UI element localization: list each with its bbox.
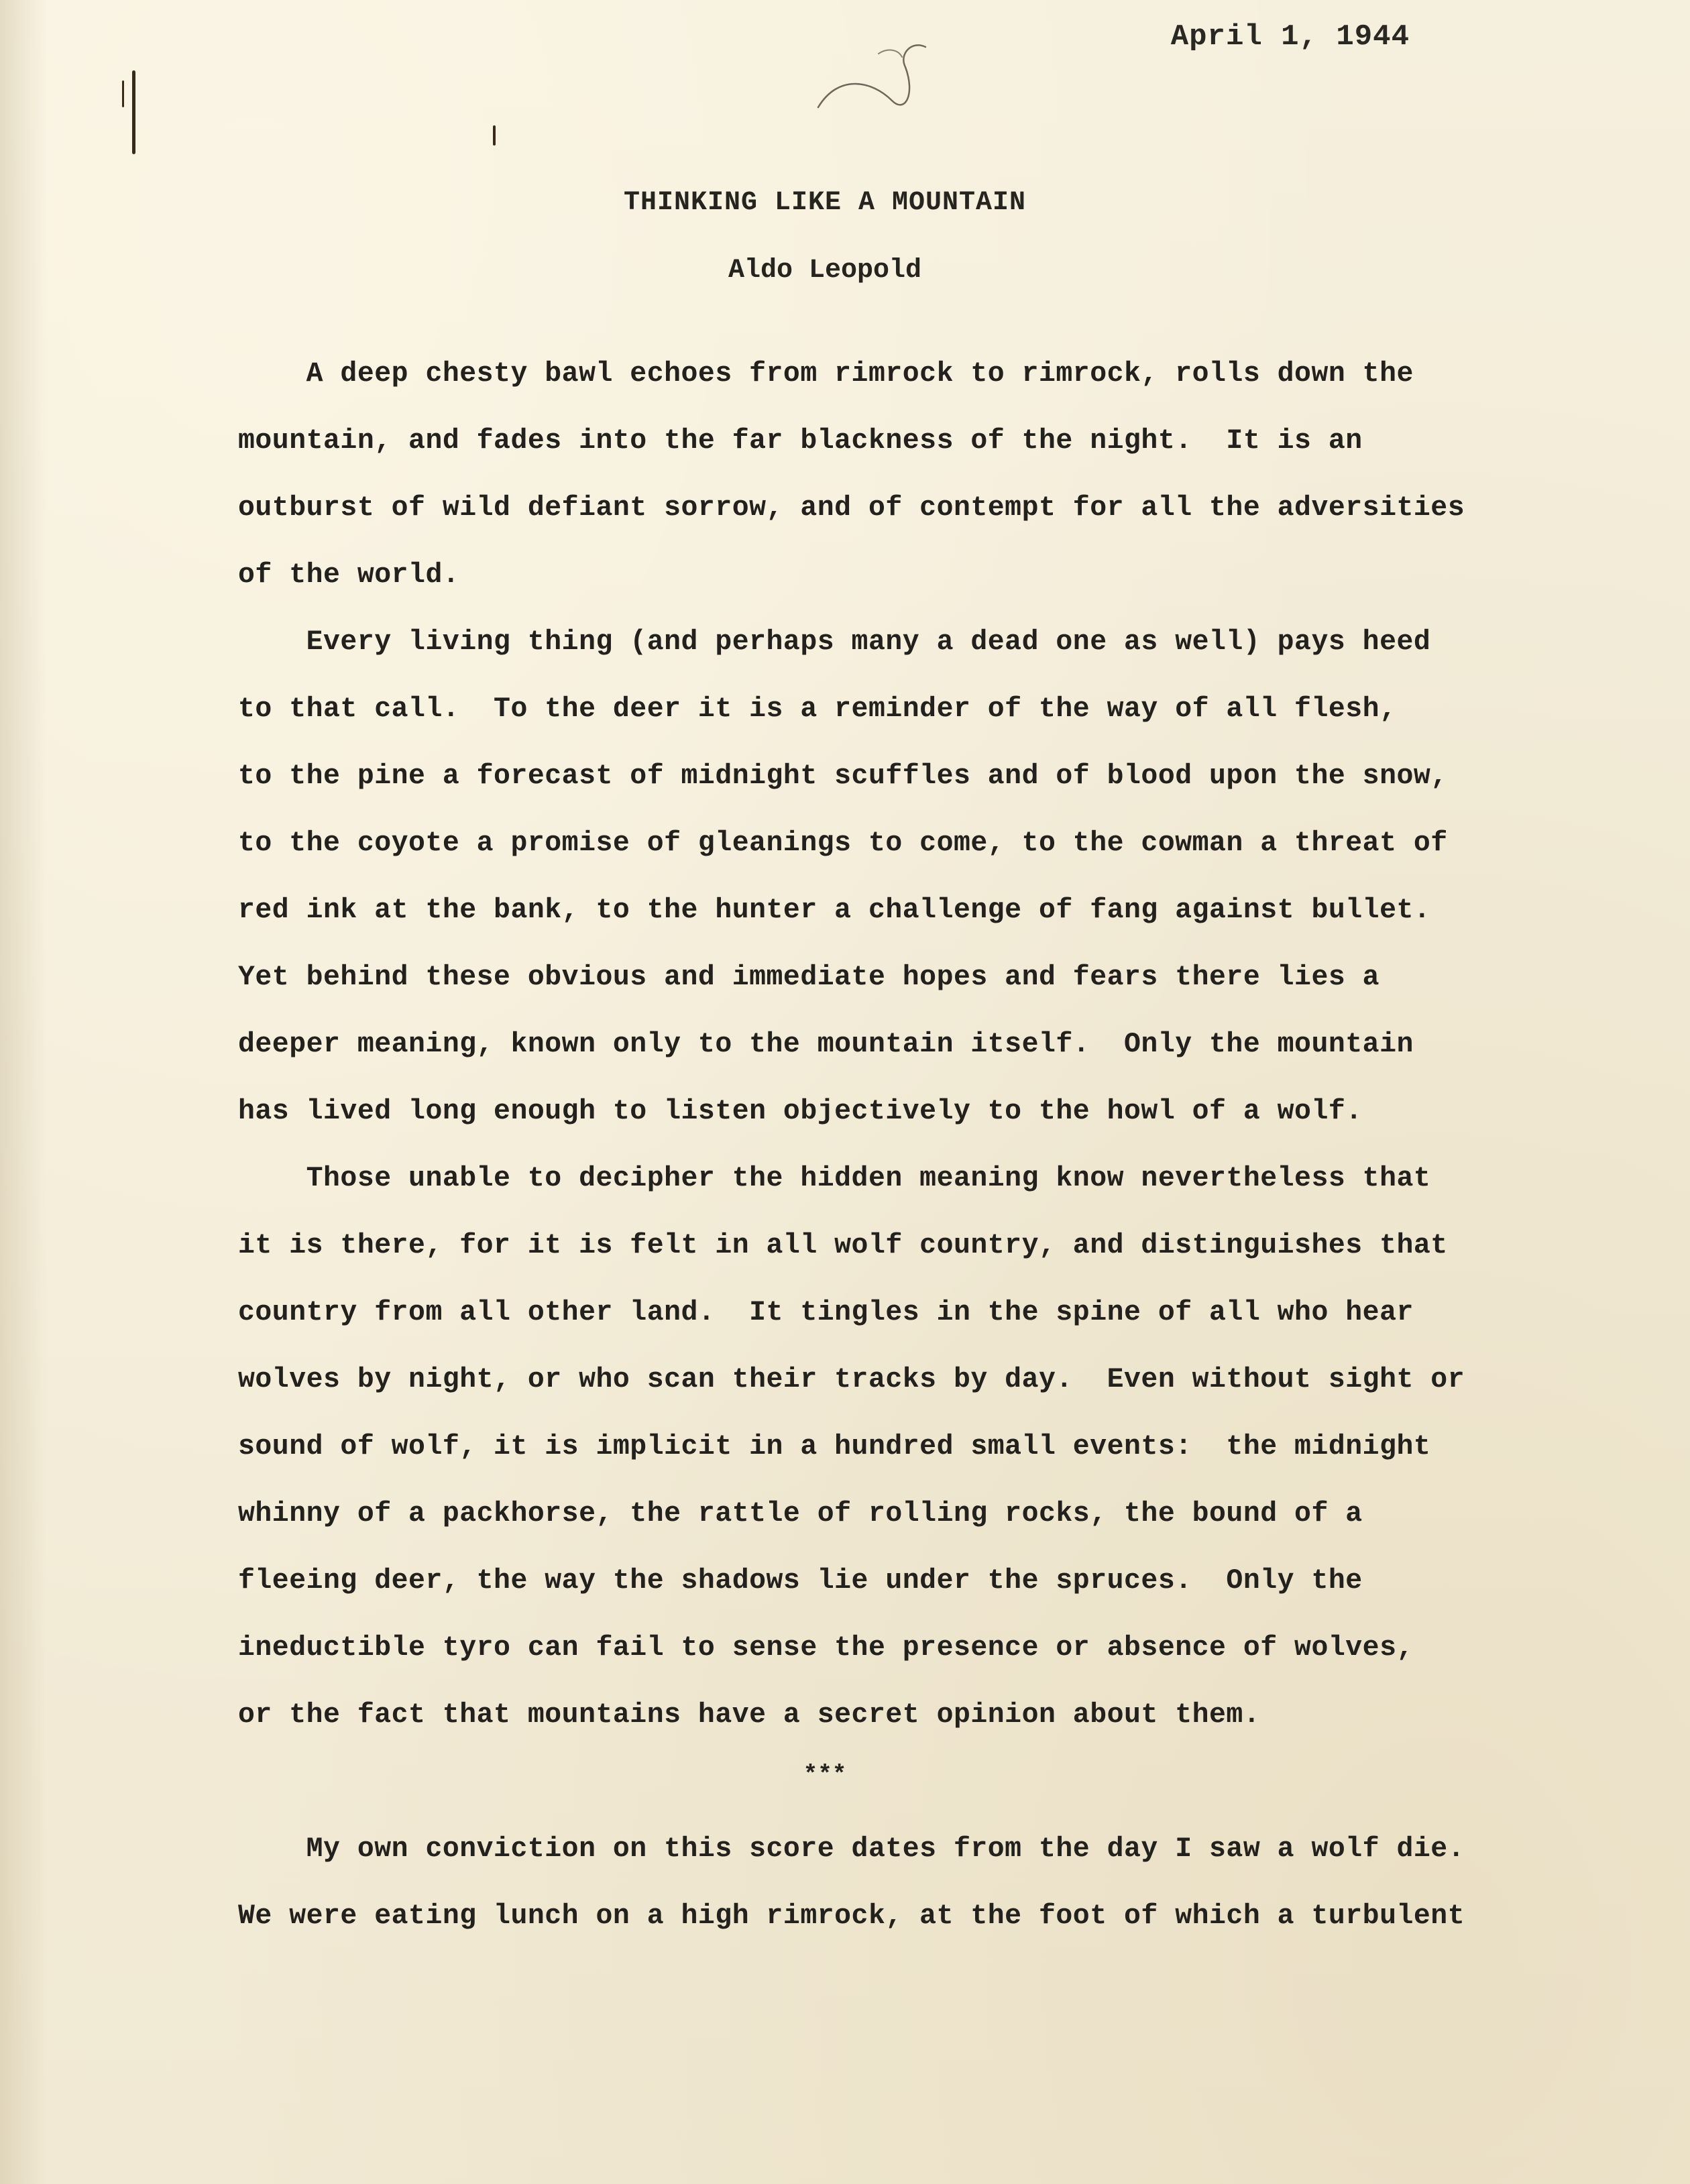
pencil-mark [132, 70, 135, 154]
text-line: outburst of wild defiant sorrow, and of contempt for all the adversities [238, 492, 1465, 524]
text-line: it is there, for it is felt in all wolf country, and distinguishes that [238, 1230, 1448, 1261]
section-separator: *** [803, 1761, 847, 1788]
text-line: sound of wolf, it is implicit in a hundred small events: the midnight [238, 1431, 1431, 1462]
paper-edge-shadow [0, 0, 47, 2184]
text-line: Every living thing (and perhaps many a dead one as well) pays heed [238, 626, 1431, 658]
text-line: ineductible tyro can fail to sense the presence or absence of wolves, [238, 1632, 1414, 1664]
text-line: A deep chesty bawl echoes from rimrock to rimrock, rolls down the [238, 358, 1414, 390]
text-line: wolves by night, or who scan their tracks by day. Even without sight or [238, 1364, 1465, 1395]
text-line: My own conviction on this score dates from the day I saw a wolf die. [238, 1833, 1465, 1865]
pencil-scribble [798, 27, 959, 134]
pencil-mark [493, 125, 496, 146]
document-title: THINKING LIKE A MOUNTAIN [623, 188, 1027, 218]
text-line: of the world. [238, 559, 460, 591]
text-line: mountain, and fades into the far blackness of the night. It is an [238, 425, 1363, 457]
text-line: fleeing deer, the way the shadows lie under the spruces. Only the [238, 1565, 1363, 1597]
text-line: whinny of a packhorse, the rattle of rolling rocks, the bound of a [238, 1498, 1363, 1530]
text-line: country from all other land. It tingles in the spine of all who hear [238, 1297, 1414, 1328]
text-line: to that call. To the deer it is a reminder of the way of all flesh, [238, 693, 1397, 725]
document-author: Aldo Leopold [728, 255, 922, 286]
text-line: to the coyote a promise of gleanings to come, to the cowman a threat of [238, 827, 1448, 859]
text-line: to the pine a forecast of midnight scuffles and of blood upon the snow, [238, 760, 1448, 792]
text-line: red ink at the bank, to the hunter a challenge of fang against bullet. [238, 895, 1431, 926]
text-line: Yet behind these obvious and immediate hopes and fears there lies a [238, 962, 1380, 993]
text-line: Those unable to decipher the hidden meaning know nevertheless that [238, 1163, 1431, 1194]
text-line: deeper meaning, known only to the mountain itself. Only the mountain [238, 1029, 1414, 1060]
pencil-mark [122, 80, 124, 107]
document-date: April 1, 1944 [1170, 20, 1410, 54]
text-line: has lived long enough to listen objectively to the howl of a wolf. [238, 1096, 1363, 1127]
text-line: or the fact that mountains have a secret opinion about them. [238, 1699, 1261, 1731]
text-line: We were eating lunch on a high rimrock, at the foot of which a turbulent [238, 1900, 1465, 1932]
